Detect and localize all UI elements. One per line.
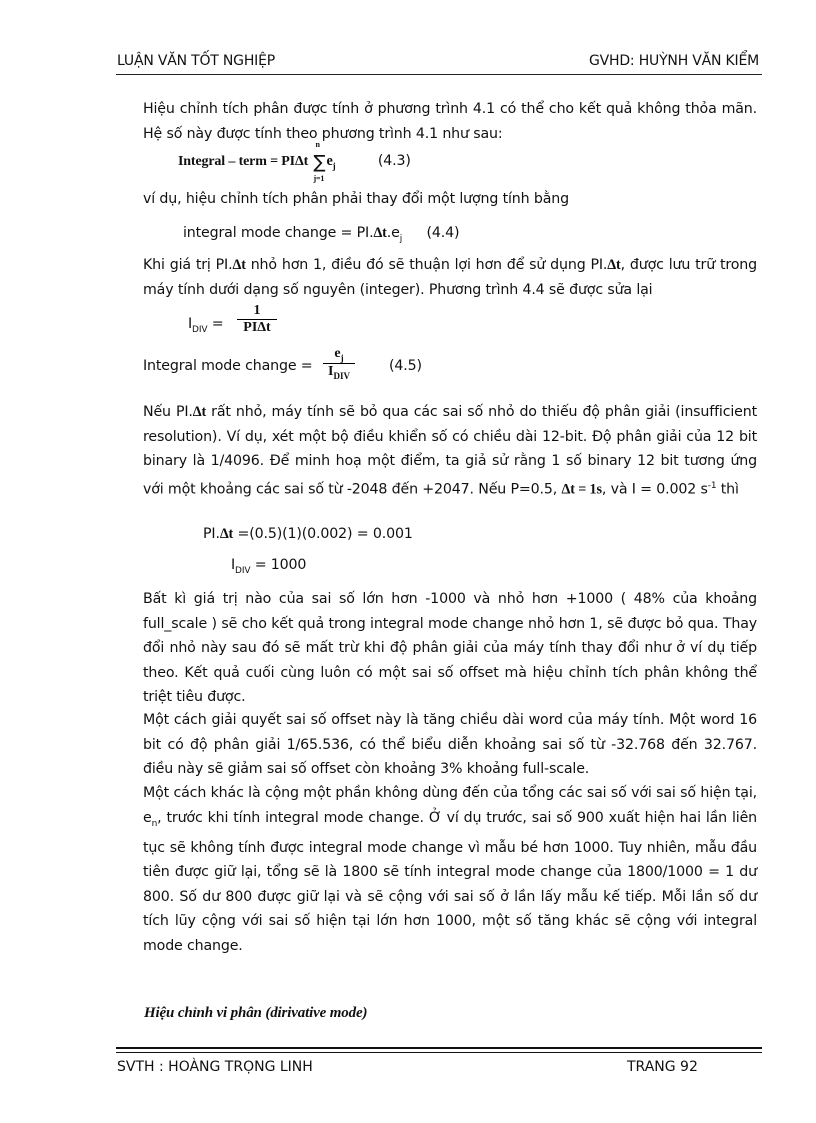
eq45-numerator <box>323 346 355 363</box>
paragraph-integer <box>143 253 757 302</box>
p4-d: , và I = 0.002 s <box>601 481 708 498</box>
footer-rule-thick <box>116 1047 762 1049</box>
eq45-num-e: e <box>334 346 341 361</box>
calc2-b: = 1000 <box>250 557 307 573</box>
p4-sup: -1 <box>707 480 717 491</box>
idiv-sub: DIV <box>192 324 208 335</box>
eq43-sum-bottom: j=1 <box>313 174 325 183</box>
eq44-dt: Δt <box>373 225 387 241</box>
eq44-e: .e <box>386 225 400 241</box>
eq45-label: Integral mode change = <box>143 358 313 374</box>
p3-dt2: Δt <box>607 257 621 273</box>
eq45-denominator <box>323 364 355 381</box>
eq44-number: (4.4) <box>426 225 460 241</box>
equation-4-4 <box>183 225 459 244</box>
calc1-a: PI. <box>203 526 220 542</box>
p4-b: rất nhỏ, máy tính sẽ bỏ qua các sai số nhỏ do thiếu độ phân giải (insufficient resolution). Ví dụ, xét một bộ điều khiển số có chiều dài 12-bit. Độ phân giải của 12 bit binary là 1/4096. Để minh hoạ một điểm, ta giả sử rằng 1 số binary 12 bit tương ứng với một khoảng các sai số từ -2048 đến +2047. Nếu P=0.5, <box>143 404 757 498</box>
idiv-label: I <box>188 316 193 332</box>
calc2-sub: DIV <box>235 565 251 576</box>
section-title: Hiệu chỉnh vi phân (dirivative mode) <box>144 1005 368 1021</box>
calc-pidt <box>203 526 413 543</box>
paragraph-wordlength: Một cách giải quyết sai số offset này là tăng chiều dài word của máy tính. Một word 16 bit có độ phân giải 1/65.536, có thể biểu diễn khoảng sai số từ -32.768 đến 32.767. điều này sẽ giảm sai số offset còn khoảng 3% khoảng full-scale. <box>143 712 757 777</box>
p7-a: Một cách khác là cộng một phần không dùng đến của tổng các sai số với sai số hiện tại, e <box>143 785 757 826</box>
p4-dt: Δt <box>192 404 207 420</box>
eq45-den-sub: DIV <box>333 370 350 381</box>
eq43-sum-top: n <box>315 140 320 149</box>
idiv-fraction <box>237 303 277 336</box>
footer-page: TRANG 92 <box>627 1059 698 1075</box>
idiv-eq: = <box>207 316 224 332</box>
paragraph-intro: Hiệu chỉnh tích phân được tính ở phương trình 4.1 có thể cho kết quả không thỏa mãn. Hệ số này được tính theo phương trình 4.1 như sau: <box>143 101 757 142</box>
eq45-fraction <box>323 346 355 381</box>
p7-b: , trước khi tính integral mode change. Ở ví dụ trước, sai số 900 xuất hiện hai lần liên tục sẽ không tính được integral mode change vì mẫu bé hơn 1000. Tuy nhiên, mẫu đầu tiên được giữ lại, tổng sẽ là 1800 sẽ tính integral mode change của 1800/1000 = 1 dư 800. Số dư 800 được giữ lại và sẽ cộng với sai số ở lần lấy mẫu kế tiếp. Mỗi lần số dư tích lũy cộng với sai số hiện tại lớn hơn 1000, một số tăng khác sẽ cộng với integral mode change. <box>143 809 757 954</box>
calc2-a: I <box>231 557 236 573</box>
eq45-den-i: I <box>328 363 334 379</box>
header-left: LUẬN VĂN TỐT NGHIỆP <box>117 53 275 69</box>
p3-b: nhỏ hơn 1, điều đó sẽ thuận lợi hơn để sử dụng PI. <box>245 257 608 273</box>
footer-left: SVTH : HOÀNG TRỌNG LINH <box>117 1059 313 1075</box>
eq45-number: (4.5) <box>389 358 422 374</box>
p3-a: Khi giá trị PI. <box>143 257 233 273</box>
calc-idiv <box>231 557 306 576</box>
calc1-b: =(0.5)(1)(0.002) = 0.001 <box>233 526 413 542</box>
eq45-num-sub: j <box>340 352 344 363</box>
header-right: GVHD: HUỲNH VĂN KIỂM <box>589 53 759 69</box>
p3-dt1: Δt <box>232 257 246 273</box>
eq44-sub: j <box>399 233 403 244</box>
paragraph-change: ví dụ, hiệu chỉnh tích phân phải thay đổi một lượng tính bằng <box>143 191 569 207</box>
idiv-numerator: 1 <box>253 303 261 318</box>
idiv-definition <box>188 316 223 335</box>
p7-sub: n <box>151 818 158 829</box>
equation-4-3 <box>178 140 411 183</box>
calc1-dt: Δt <box>219 526 234 542</box>
paragraph-remainder <box>143 781 757 958</box>
paragraph-fullscale: Bất kì giá trị nào của sai số lớn hơn -1000 và nhỏ hơn +1000 ( 48% của khoảng full_scale ) sẽ cho kết quả trong integral mode change nhỏ hơn 1, sẽ được bỏ qua. Thay đổi nhỏ này sau đó sẽ mất trừ khi độ phân giải của máy tính thay đổi như ở ví dụ tiếp theo. Kết quả cuối cùng luôn có một sai số offset mà hiệu chỉnh tích phân không thể triệt tiêu được. <box>143 591 757 705</box>
p4-a: Nếu PI. <box>143 404 193 420</box>
header-rule <box>116 74 762 75</box>
p4-e: thì <box>716 481 739 498</box>
p4-c: Δt = 1s <box>561 481 602 498</box>
eq43-lhs: Integral – term = PIΔt <box>178 154 309 169</box>
sigma-symbol: ∑ n j=1 <box>313 140 326 183</box>
p3-c: , được lưu trữ trong máy tính dưới dạng số nguyên (integer). Phương trình 4.4 sẽ được sửa lại <box>143 257 757 298</box>
eq43-number: (4.3) <box>377 153 411 169</box>
paragraph-resolution <box>143 400 757 502</box>
idiv-denominator: PIΔt <box>243 320 271 335</box>
eq43-sub: j <box>332 160 336 171</box>
eq44-text: integral mode change = PI. <box>183 225 374 241</box>
footer-rule-thin <box>116 1052 762 1053</box>
eq43-term: e <box>326 153 333 169</box>
